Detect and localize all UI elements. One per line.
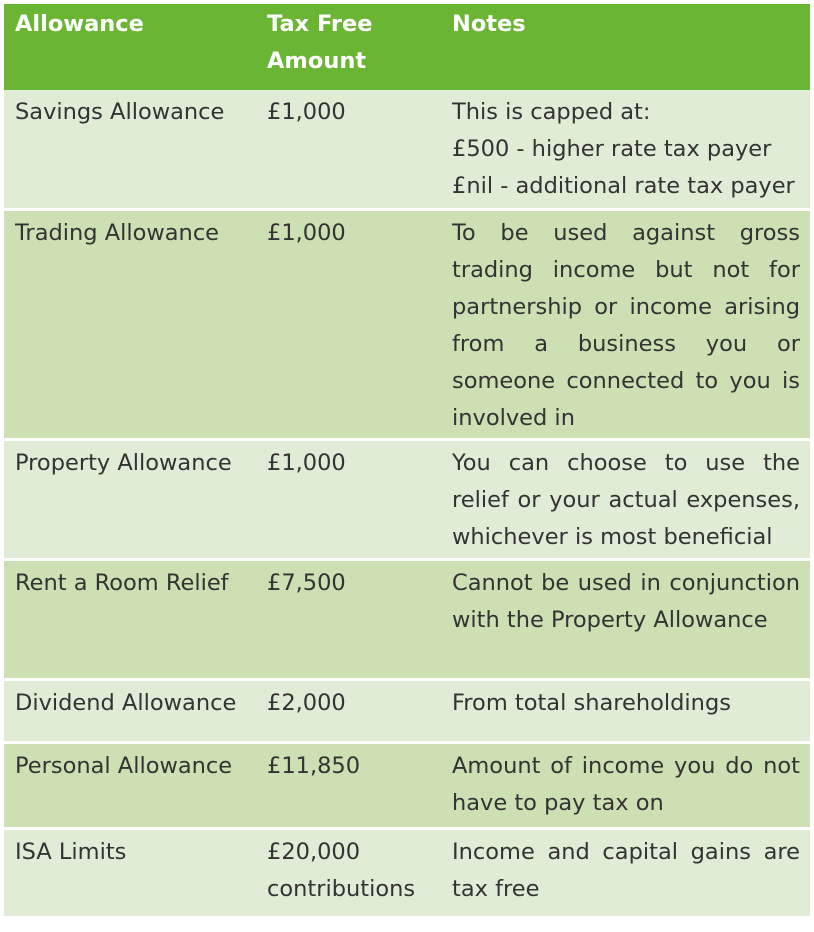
allowance-amount: £20,000 [267,839,361,865]
cell-notes [441,830,810,916]
cell-allowance [4,681,256,741]
table-row-rent-a-room-relief [4,561,810,681]
table-row-dividend-allowance [4,681,810,744]
cell-allowance [4,90,256,208]
allowance-name: Trading Allowance [15,220,220,246]
cell-amount [256,90,441,208]
notes-line: You can choose to use the [452,450,800,476]
cell-amount [256,561,441,678]
notes-line: Amount of income you do not [452,753,800,779]
notes-line: £500 - higher rate tax payer [452,136,772,162]
header-notes-label: Notes [452,11,526,37]
allowances-table [4,4,810,916]
table-row-property-allowance [4,441,810,561]
cell-allowance [4,561,256,678]
cell-amount [256,211,441,438]
cell-amount [256,830,441,916]
allowance-amount: £7,500 [267,570,346,596]
notes-line: involved in [452,405,575,431]
cell-notes [441,561,810,678]
notes-line: From total shareholdings [452,690,731,716]
notes-line: Income and capital gains are [452,839,800,865]
notes-line: whichever is most beneficial [452,524,773,550]
cell-notes [441,211,810,438]
allowance-amount-unit: contributions [267,876,416,902]
header-allowance [4,4,256,90]
notes-line: Cannot be used in conjunction [452,570,800,596]
header-tax-free-amount [256,4,441,90]
allowance-amount: £1,000 [267,220,346,246]
notes-line: from a business you or [452,331,800,357]
notes-line: partnership or income arising [452,294,800,320]
table-row-trading-allowance [4,211,810,441]
table-row-savings-allowance [4,90,810,211]
cell-allowance [4,830,256,916]
cell-allowance [4,744,256,827]
allowance-amount: £2,000 [267,690,346,716]
allowance-name: Dividend Allowance [15,690,237,716]
header-notes [441,4,810,90]
cell-allowance [4,441,256,558]
cell-allowance [4,211,256,438]
notes-line: tax free [452,876,540,902]
cell-notes [441,441,810,558]
header-amount-line1: Tax Free [267,11,373,37]
allowance-name: ISA Limits [15,839,127,865]
header-amount-line2: Amount [267,48,367,74]
allowance-amount: £1,000 [267,99,346,125]
allowance-name: Personal Allowance [15,753,233,779]
allowance-amount: £1,000 [267,450,346,476]
table-row-isa-limits [4,830,810,916]
cell-amount [256,441,441,558]
cell-notes [441,744,810,827]
cell-notes [441,681,810,741]
notes-line: have to pay tax on [452,790,664,816]
notes-line: someone connected to you is [452,368,800,394]
allowance-amount: £11,850 [267,753,361,779]
allowance-name: Rent a Room Relief [15,570,229,596]
notes-line: trading income but not for [452,257,800,283]
notes-line: To be used against gross [452,220,800,246]
table-row-personal-allowance [4,744,810,830]
notes-line: £nil - additional rate tax payer [452,173,795,199]
notes-line: This is capped at: [452,99,651,125]
cell-notes [441,90,810,208]
cell-amount [256,744,441,827]
notes-line: relief or your actual expenses, [452,487,800,513]
allowance-name: Savings Allowance [15,99,225,125]
table-header [4,4,810,90]
notes-line: with the Property Allowance [452,607,768,633]
cell-amount [256,681,441,741]
allowance-name: Property Allowance [15,450,232,476]
header-allowance-label: Allowance [15,11,144,37]
